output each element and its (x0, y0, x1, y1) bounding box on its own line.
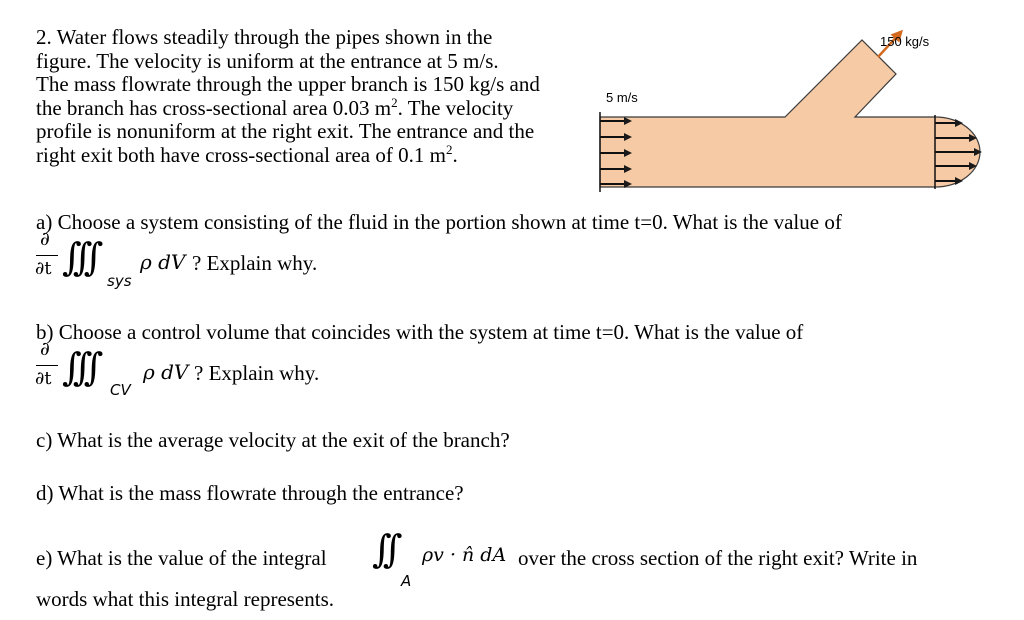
question-e-subscript: A (401, 572, 412, 590)
question-b-subscript: CV (110, 381, 131, 399)
question-a-partial-num: ∂ (40, 228, 50, 250)
question-b-text: b) Choose a control volume that coincides with the system at time t=0. What is the value of (36, 320, 804, 344)
inlet-velocity-label: 5 m/s (606, 90, 638, 105)
pipe-body (600, 40, 980, 187)
problem-line-6b: . (452, 142, 458, 167)
question-a-subscript: sys (107, 272, 132, 290)
problem-line-4a: the branch has cross-sectional area 0.03 m (36, 95, 392, 120)
problem-line-3: The mass flowrate through the upper branch is 150 kg/s and (36, 72, 540, 96)
question-e-integrand: ρv · n̂ dA (422, 544, 507, 566)
problem-line-1: 2. Water flows steadily through the pipes shown in the (36, 25, 493, 49)
question-d-text: d) What is the mass flowrate through the entrance? (36, 481, 464, 505)
area-exponent-2: 2 (445, 141, 453, 157)
problem-line-6a: right exit both have cross-sectional area of 0.1 m (36, 142, 446, 167)
question-a-text: a) Choose a system consisting of the fluid in the portion shown at time t=0. What is the value of (36, 210, 842, 234)
question-e-tail-line-1: over the cross section of the right exit? Write in (518, 546, 918, 570)
question-e-tail-line-2: words what this integral represents. (36, 587, 335, 611)
question-e-text: e) What is the value of the integral (36, 546, 327, 570)
question-b-triple-integral: ∫∫∫ (62, 345, 95, 389)
problem-line-4b: . The velocity (397, 95, 514, 120)
problem-line-5: profile is nonuniform at the right exit. The entrance and the (36, 119, 535, 143)
question-a-fraction-bar (36, 255, 58, 256)
question-a-tail: ? Explain why. (192, 251, 318, 275)
problem-line-2: figure. The velocity is uniform at the entrance at 5 m/s. (36, 48, 499, 73)
question-e-double-integral: ∫∫ (372, 527, 394, 571)
question-a-integrand: ρ dV (140, 250, 186, 274)
question-b-fraction-bar (36, 365, 58, 366)
question-b-tail: ? Explain why. (194, 361, 320, 385)
question-a-partial-den: ∂t (35, 258, 52, 279)
question-a-triple-integral: ∫∫∫ (62, 235, 95, 279)
branch-flowrate-label: 150 kg/s (880, 34, 930, 49)
question-b-partial-num: ∂ (40, 338, 50, 360)
question-c-text: c) What is the average velocity at the exit of the branch? (36, 428, 510, 452)
question-b-integrand: ρ dV (143, 360, 189, 384)
area-exponent: 2 (391, 94, 398, 110)
question-b-partial-den: ∂t (35, 368, 52, 389)
